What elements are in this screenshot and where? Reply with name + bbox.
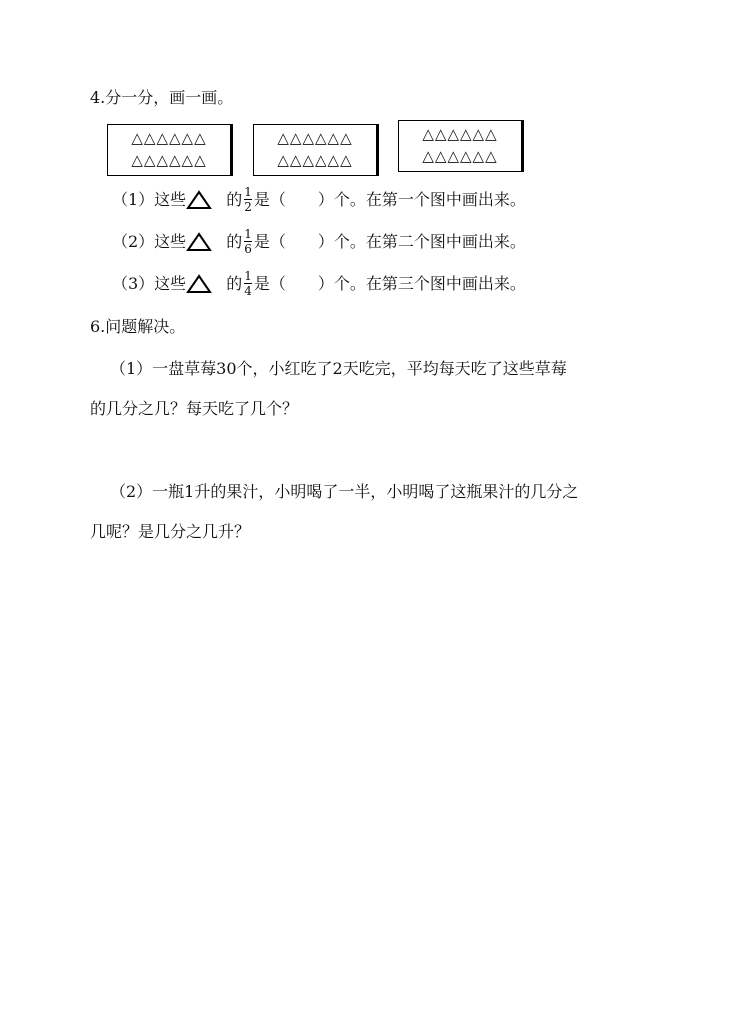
question-suffix: 是（ ）个。在第二个图中画出来。 [253, 231, 526, 251]
problem-2-line-1: （2）一瓶1升的果汁，小明喝了一半，小明喝了这瓶果汁的几分之 [110, 482, 579, 501]
triangle-icon [186, 232, 212, 252]
question-1 [112, 186, 526, 213]
fraction: $\frac{1}{2}$ [244, 185, 252, 214]
fraction: $\frac{1}{6}$ [244, 227, 252, 256]
triangle-row-2: △△△△△△ [131, 151, 207, 169]
box-shadow [377, 124, 379, 176]
problem-2-line-2: 几呢？是几分之几升？ [90, 522, 251, 541]
question-mid: 的 [226, 189, 243, 209]
question-suffix: 是（ ）个。在第一个图中画出来。 [253, 189, 526, 209]
question-mid: 的 [226, 231, 243, 251]
question-prefix: （1）这些 [112, 189, 187, 209]
question-prefix: （2）这些 [112, 231, 187, 251]
triangle-box-1 [107, 124, 231, 176]
box-shadow [522, 120, 524, 172]
triangle-box-2 [253, 124, 377, 176]
question-3 [112, 270, 526, 297]
section-6-heading: 6.问题解决。 [90, 317, 186, 336]
question-2 [112, 228, 526, 255]
problem-1-line-2: 的几分之几？每天吃了几个？ [90, 399, 299, 418]
triangle-box-3 [398, 120, 522, 172]
question-suffix: 是（ ）个。在第三个图中画出来。 [253, 273, 526, 293]
triangle-row-1: △△△△△△ [422, 125, 498, 143]
problem-1-line-1: （1）一盘草莓30个，小红吃了2天吃完，平均每天吃了这些草莓 [110, 359, 567, 378]
question-prefix: （3）这些 [112, 273, 187, 293]
triangle-row-1: △△△△△△ [131, 129, 207, 147]
section-4-heading: 4.分一分，画一画。 [90, 88, 234, 107]
fraction: $\frac{1}{4}$ [244, 269, 252, 298]
triangle-row-1: △△△△△△ [277, 129, 353, 147]
question-mid: 的 [226, 273, 243, 293]
triangle-row-2: △△△△△△ [422, 147, 498, 165]
box-shadow [231, 124, 233, 176]
triangle-row-2: △△△△△△ [277, 151, 353, 169]
triangle-icon [186, 190, 212, 210]
triangle-icon [186, 274, 212, 294]
